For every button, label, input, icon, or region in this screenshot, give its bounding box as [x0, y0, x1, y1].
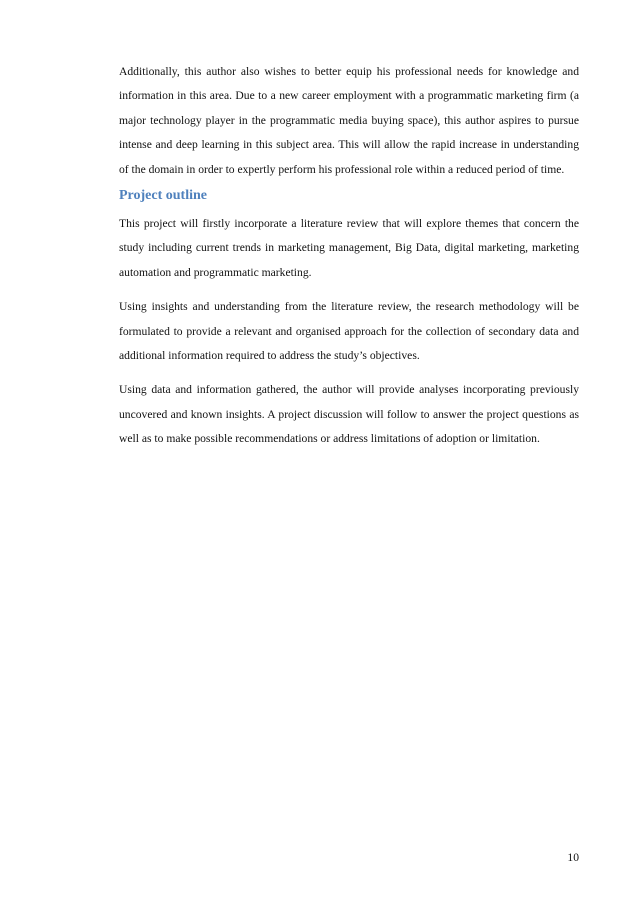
page-content — [119, 60, 579, 452]
project-outline-paragraph-2: Using insights and understanding from the literature review, the research methodology will be formulated to provide a relevant and organised approach for the collection of secondary data and additional information required to address the study’s objectives. — [119, 300, 579, 363]
section-heading-project-outline: Project outline — [119, 188, 207, 204]
intro-paragraph: Additionally, this author also wishes to better equip his professional needs for knowledge and information in this area. Due to a new career employment with a programmatic marketing firm (a major technology player in the programmatic media buying space), this author aspires to pursue intense and deep learning in this subject area. This will allow the rapid increase in understanding of the domain in order to expertly perform his professional role within a reduced period of time. — [119, 65, 579, 176]
project-outline-paragraph-1: This project will firstly incorporate a literature review that will explore themes that concern the study including current trends in marketing management, Big Data, digital marketing, marketing automation and programmatic marketing. — [119, 217, 579, 279]
page-number: 10 — [567, 851, 579, 864]
project-outline-paragraph-3: Using data and information gathered, the author will provide analyses incorporating previously uncovered and known insights. A project discussion will follow to answer the project questions as well as to make possible recommendations or address limitations of adoption or limitation. — [119, 383, 579, 446]
